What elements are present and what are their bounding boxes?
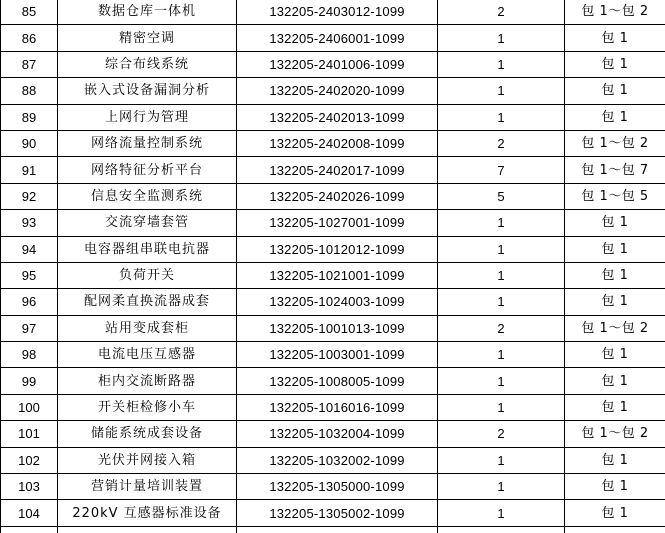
- package-cell: 包 1: [565, 342, 665, 368]
- package-cell: 包 1: [565, 447, 665, 473]
- table-row: [1, 183, 665, 209]
- item-name-cell: 交流穿墙套管: [58, 210, 237, 236]
- item-code-cell: 132205-2401006-1099: [237, 51, 438, 77]
- quantity-cell: 2: [438, 315, 565, 341]
- item-name-cell: 开关柜检修小车: [58, 394, 237, 420]
- item-name-cell: 信息安全监测系统: [58, 183, 237, 209]
- row-number-cell: 89: [1, 104, 58, 130]
- table-row: [1, 500, 665, 526]
- quantity-cell: 1: [438, 25, 565, 51]
- item-name-cell: 负荷开关: [58, 262, 237, 288]
- item-code-cell: 132205-1021001-1099: [237, 262, 438, 288]
- table-row: [1, 342, 665, 368]
- item-code-cell: 132205-2402008-1099: [237, 130, 438, 156]
- item-code-cell: 132205-1305000-1099: [237, 474, 438, 500]
- item-code-cell: 132205-1032004-1099: [237, 421, 438, 447]
- quantity-cell: 1: [438, 394, 565, 420]
- quantity-cell: 1: [438, 342, 565, 368]
- row-number-cell: 88: [1, 78, 58, 104]
- package-cell: 包 1: [565, 262, 665, 288]
- package-cell: 包 1: [565, 51, 665, 77]
- row-number-cell: 93: [1, 210, 58, 236]
- row-number-cell: 94: [1, 236, 58, 262]
- row-number-cell: 86: [1, 25, 58, 51]
- item-name-cell: 站用变成套柜: [58, 315, 237, 341]
- package-cell: 包 1: [565, 236, 665, 262]
- package-cell: 包 1～包 5: [565, 183, 665, 209]
- quantity-cell: 1: [438, 104, 565, 130]
- row-number-cell: 103: [1, 474, 58, 500]
- row-number-cell: 90: [1, 130, 58, 156]
- package-cell: 包 1～包 2: [565, 0, 665, 25]
- package-cell: 包 1～包 2: [565, 315, 665, 341]
- row-number-cell: 102: [1, 447, 58, 473]
- row-number-cell: 99: [1, 368, 58, 394]
- item-name-cell: 光伏并网接入箱: [58, 447, 237, 473]
- item-name-cell: 网络流量控制系统: [58, 130, 237, 156]
- row-number-cell: 91: [1, 157, 58, 183]
- row-number-cell: 85: [1, 0, 58, 25]
- table-row: [1, 474, 665, 500]
- table-row: [1, 236, 665, 262]
- package-cell: 包 1: [565, 368, 665, 394]
- item-name-cell: 精密空调: [58, 25, 237, 51]
- package-cell: 包 1: [565, 394, 665, 420]
- item-name-cell: 综合布线系统: [58, 51, 237, 77]
- item-name-cell: 220kV 互感器标准设备: [58, 500, 237, 526]
- quantity-cell: 1: [438, 262, 565, 288]
- row-number-cell: 104: [1, 500, 58, 526]
- table-row: [1, 394, 665, 420]
- row-number-cell: 95: [1, 262, 58, 288]
- item-code-cell: 132205-2406001-1099: [237, 25, 438, 51]
- row-number-cell: [1, 526, 58, 533]
- table-row: [1, 526, 665, 533]
- table-row: [1, 0, 665, 25]
- quantity-cell: 1: [438, 289, 565, 315]
- table-row: [1, 262, 665, 288]
- item-name-cell: 电流电压互感器: [58, 342, 237, 368]
- package-cell: 包 1: [565, 78, 665, 104]
- item-code-cell: 132205-1027001-1099: [237, 210, 438, 236]
- row-number-cell: 92: [1, 183, 58, 209]
- table-row: [1, 25, 665, 51]
- item-code-cell: 132205-2402026-1099: [237, 183, 438, 209]
- package-cell: 包 1: [565, 104, 665, 130]
- item-code-cell: 132205-2402013-1099: [237, 104, 438, 130]
- quantity-cell: 2: [438, 0, 565, 25]
- quantity-cell: 1: [438, 78, 565, 104]
- row-number-cell: 97: [1, 315, 58, 341]
- item-code-cell: 132205-2403012-1099: [237, 0, 438, 25]
- package-cell: [565, 526, 665, 533]
- quantity-cell: 1: [438, 500, 565, 526]
- quantity-cell: [438, 526, 565, 533]
- table-row: [1, 368, 665, 394]
- package-cell: 包 1: [565, 500, 665, 526]
- item-name-cell: 上网行为管理: [58, 104, 237, 130]
- table-row: [1, 157, 665, 183]
- quantity-cell: 1: [438, 210, 565, 236]
- item-code-cell: 132205-1012012-1099: [237, 236, 438, 262]
- item-name-cell: 储能系统成套设备: [58, 421, 237, 447]
- package-cell: 包 1: [565, 474, 665, 500]
- quantity-cell: 5: [438, 183, 565, 209]
- item-name-cell: 数据仓库一体机: [58, 0, 237, 25]
- item-name-cell: 网络特征分析平台: [58, 157, 237, 183]
- quantity-cell: 2: [438, 421, 565, 447]
- quantity-cell: 1: [438, 447, 565, 473]
- table-row: [1, 421, 665, 447]
- package-cell: 包 1: [565, 25, 665, 51]
- quantity-cell: 7: [438, 157, 565, 183]
- item-code-cell: 132205-2402020-1099: [237, 78, 438, 104]
- item-code-cell: 132205-1024003-1099: [237, 289, 438, 315]
- table-row: [1, 315, 665, 341]
- table-row: [1, 210, 665, 236]
- table-row: [1, 78, 665, 104]
- table-row: [1, 289, 665, 315]
- item-name-cell: 电容器组串联电抗器: [58, 236, 237, 262]
- row-number-cell: 87: [1, 51, 58, 77]
- table-row: [1, 51, 665, 77]
- item-name-cell: [58, 526, 237, 533]
- item-code-cell: [237, 526, 438, 533]
- row-number-cell: 100: [1, 394, 58, 420]
- row-number-cell: 101: [1, 421, 58, 447]
- row-number-cell: 98: [1, 342, 58, 368]
- package-cell: 包 1～包 2: [565, 421, 665, 447]
- row-number-cell: 96: [1, 289, 58, 315]
- quantity-cell: 1: [438, 368, 565, 394]
- package-cell: 包 1: [565, 289, 665, 315]
- item-code-cell: 132205-1001013-1099: [237, 315, 438, 341]
- item-name-cell: 嵌入式设备漏洞分析: [58, 78, 237, 104]
- item-code-cell: 132205-1003001-1099: [237, 342, 438, 368]
- table-row: [1, 130, 665, 156]
- item-code-cell: 132205-1305002-1099: [237, 500, 438, 526]
- item-code-cell: 132205-1008005-1099: [237, 368, 438, 394]
- item-code-cell: 132205-1016016-1099: [237, 394, 438, 420]
- item-name-cell: 配网柔直换流器成套: [58, 289, 237, 315]
- quantity-cell: 1: [438, 474, 565, 500]
- quantity-cell: 1: [438, 51, 565, 77]
- quantity-cell: 2: [438, 130, 565, 156]
- table-body: [1, 0, 665, 533]
- item-name-cell: 柜内交流断路器: [58, 368, 237, 394]
- package-cell: 包 1～包 2: [565, 130, 665, 156]
- quantity-cell: 1: [438, 236, 565, 262]
- item-code-cell: 132205-2402017-1099: [237, 157, 438, 183]
- table-row: [1, 104, 665, 130]
- item-name-cell: 营销计量培训装置: [58, 474, 237, 500]
- package-cell: 包 1～包 7: [565, 157, 665, 183]
- package-cell: 包 1: [565, 210, 665, 236]
- item-code-cell: 132205-1032002-1099: [237, 447, 438, 473]
- table-row: [1, 447, 665, 473]
